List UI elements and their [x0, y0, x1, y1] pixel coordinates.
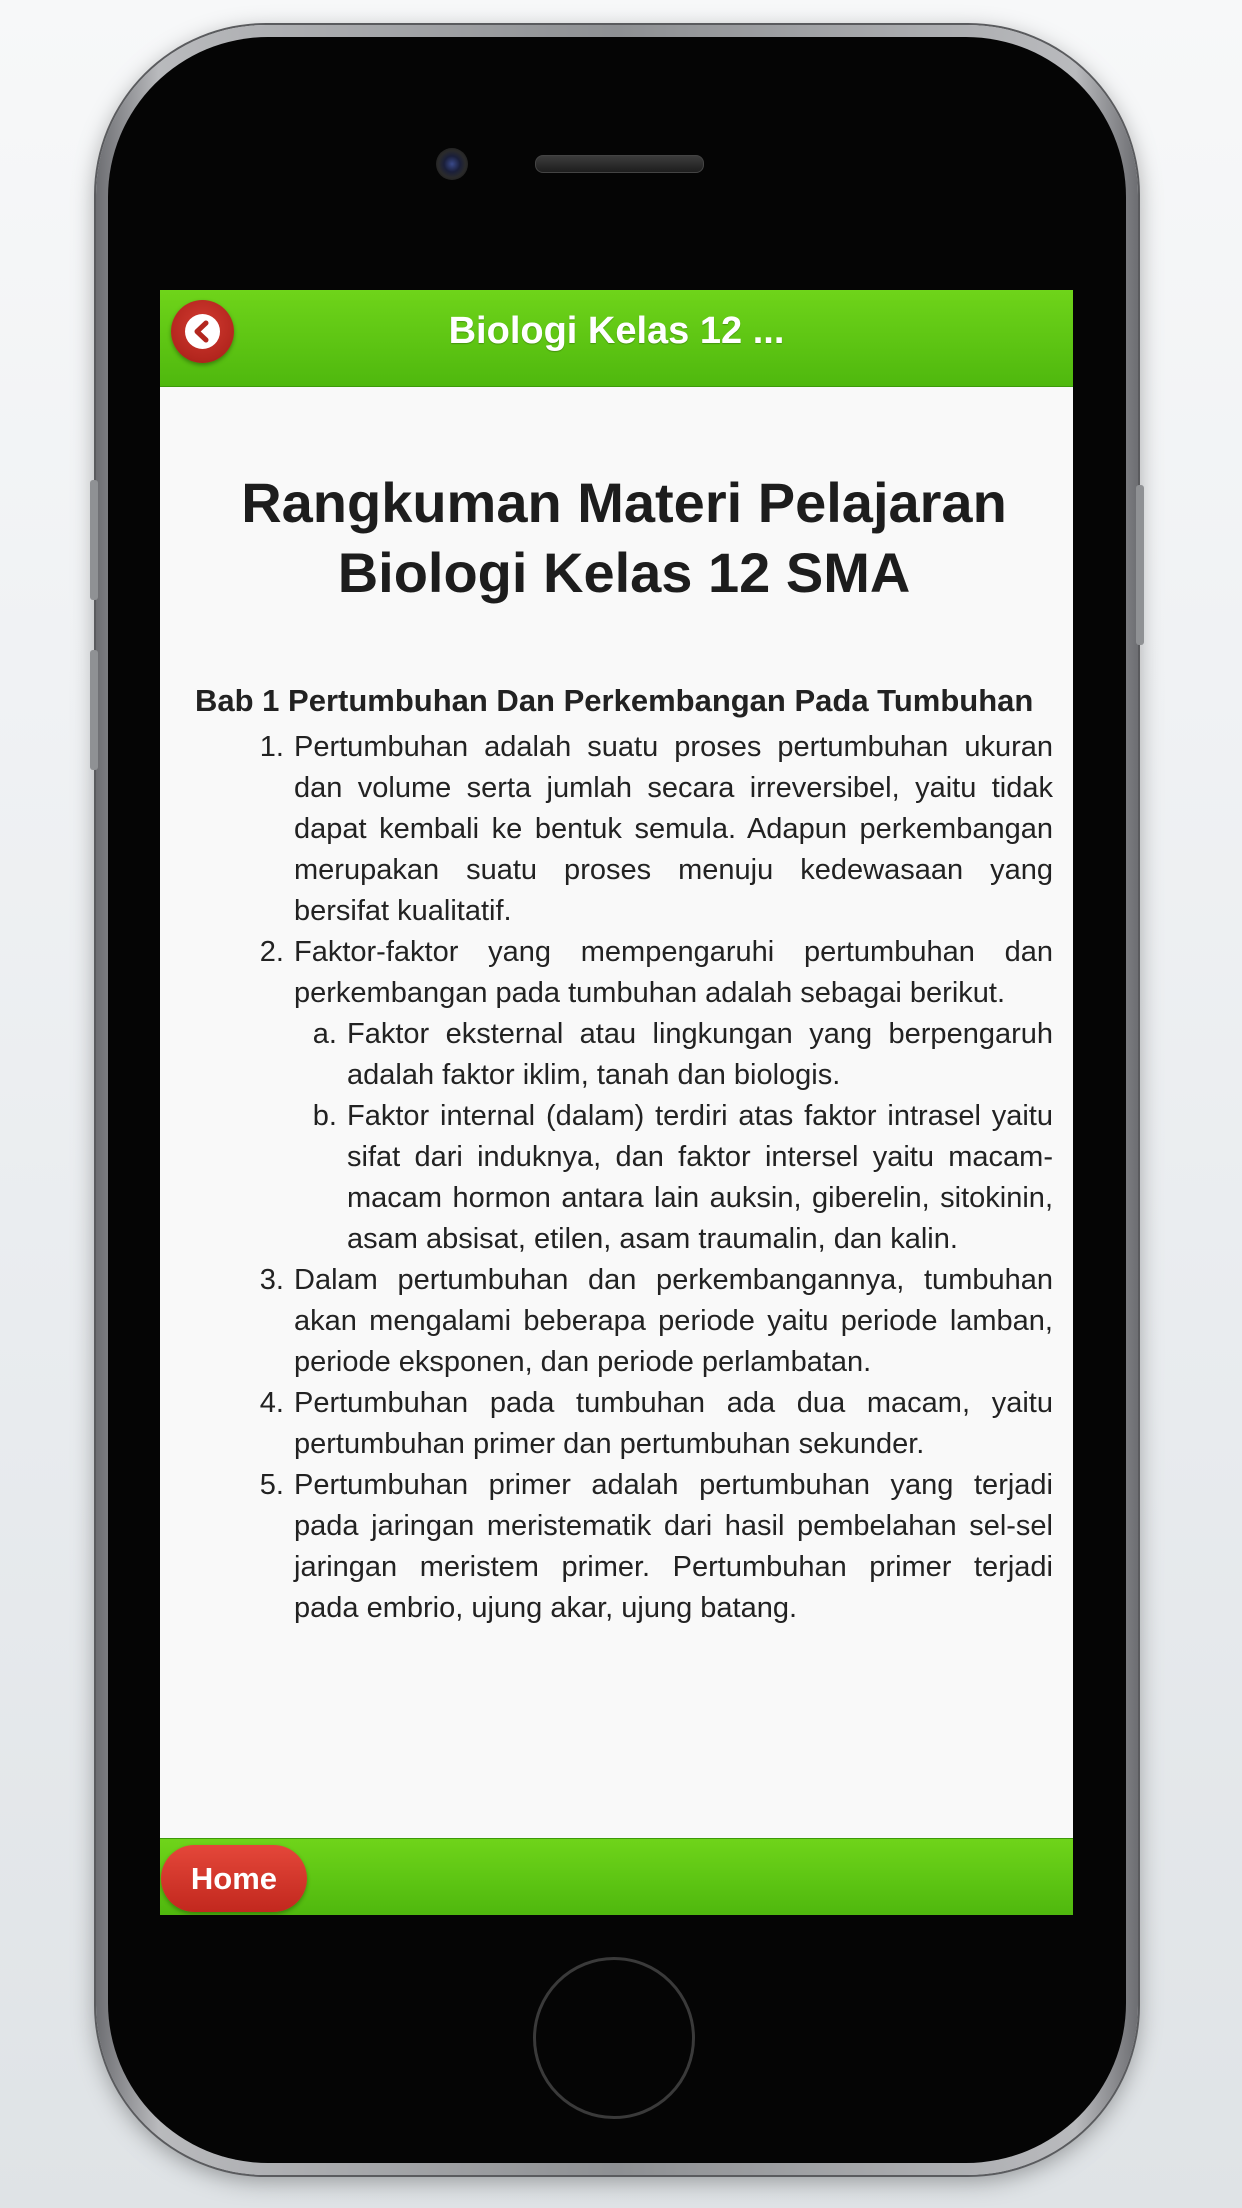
- home-button[interactable]: Home: [161, 1845, 307, 1912]
- sub-list: [294, 1014, 1053, 1260]
- earpiece-speaker: [535, 155, 704, 173]
- list-item: 4. Pertumbuhan pada tumbuhan ada dua macam, yaitu pertumbuhan primer dan pertumbuhan sekunder.: [292, 1383, 1053, 1465]
- header-bar: [160, 290, 1073, 387]
- list-item: 3. Dalam pertumbuhan dan perkembangannya, tumbuhan akan mengalami beberapa periode yaitu periode lamban, periode eksponen, dan periode perlambatan.: [292, 1260, 1053, 1383]
- page-title-line1: Rangkuman Materi Pelajaran: [241, 471, 1007, 534]
- page-title-line2: Biologi Kelas 12 SMA: [337, 541, 911, 604]
- front-camera: [436, 148, 468, 180]
- power-button: [1136, 485, 1144, 645]
- header-title: Biologi Kelas 12 ...: [448, 310, 785, 352]
- chapter-heading: Bab 1 Pertumbuhan Dan Perkembangan Pada Tumbuhan: [195, 683, 1034, 718]
- list-item: 1. Pertumbuhan adalah suatu proses pertumbuhan ukuran dan volume serta jumlah secara irreversibel, yaitu tidak dapat kembali ke bentuk semula. Adapun perkembangan merupakan suatu proses menuju kedewasaan yang bersifat kualitatif.: [292, 727, 1053, 932]
- summary-list: [195, 727, 1053, 1629]
- volume-up-button: [90, 480, 98, 600]
- list-item: 5. Pertumbuhan primer adalah pertumbuhan yang terjadi pada jaringan meristematik dari hasil pembelahan sel-sel jaringan meristem primer. Pertumbuhan primer terjadi pada embrio, ujung akar, ujung batang.: [292, 1465, 1053, 1629]
- page-title: [195, 468, 1053, 608]
- volume-down-button: [90, 650, 98, 770]
- article-content: [160, 386, 1073, 1915]
- app-screen: [160, 290, 1073, 1915]
- home-hardware-button[interactable]: [533, 1957, 695, 2119]
- list-item: 2. Faktor-faktor yang mempengaruhi pertumbuhan dan perkembangan pada tumbuhan adalah sebagai berikut. a. Faktor eksternal atau lingkungan yang berpengaruh adalah faktor iklim, tanah dan biologis. b. Faktor internal (dalam) terdiri atas faktor intrasel yaitu sifat dari induknya, dan faktor intersel yaitu macam-macam hormon antara lain auksin, giberelin, sitokinin, asam absisat, etilen, asam traumalin, dan kalin.: [292, 932, 1053, 1260]
- sub-list-item: b. Faktor internal (dalam) terdiri atas faktor intrasel yaitu sifat dari induknya, dan faktor intersel yaitu macam-macam hormon antara lain auksin, giberelin, sitokinin, asam absisat, etilen, asam traumalin, dan kalin.: [345, 1096, 1053, 1260]
- footer-bar: [160, 1838, 1073, 1915]
- sub-list-item: a. Faktor eksternal atau lingkungan yang berpengaruh adalah faktor iklim, tanah dan biologis.: [345, 1014, 1053, 1096]
